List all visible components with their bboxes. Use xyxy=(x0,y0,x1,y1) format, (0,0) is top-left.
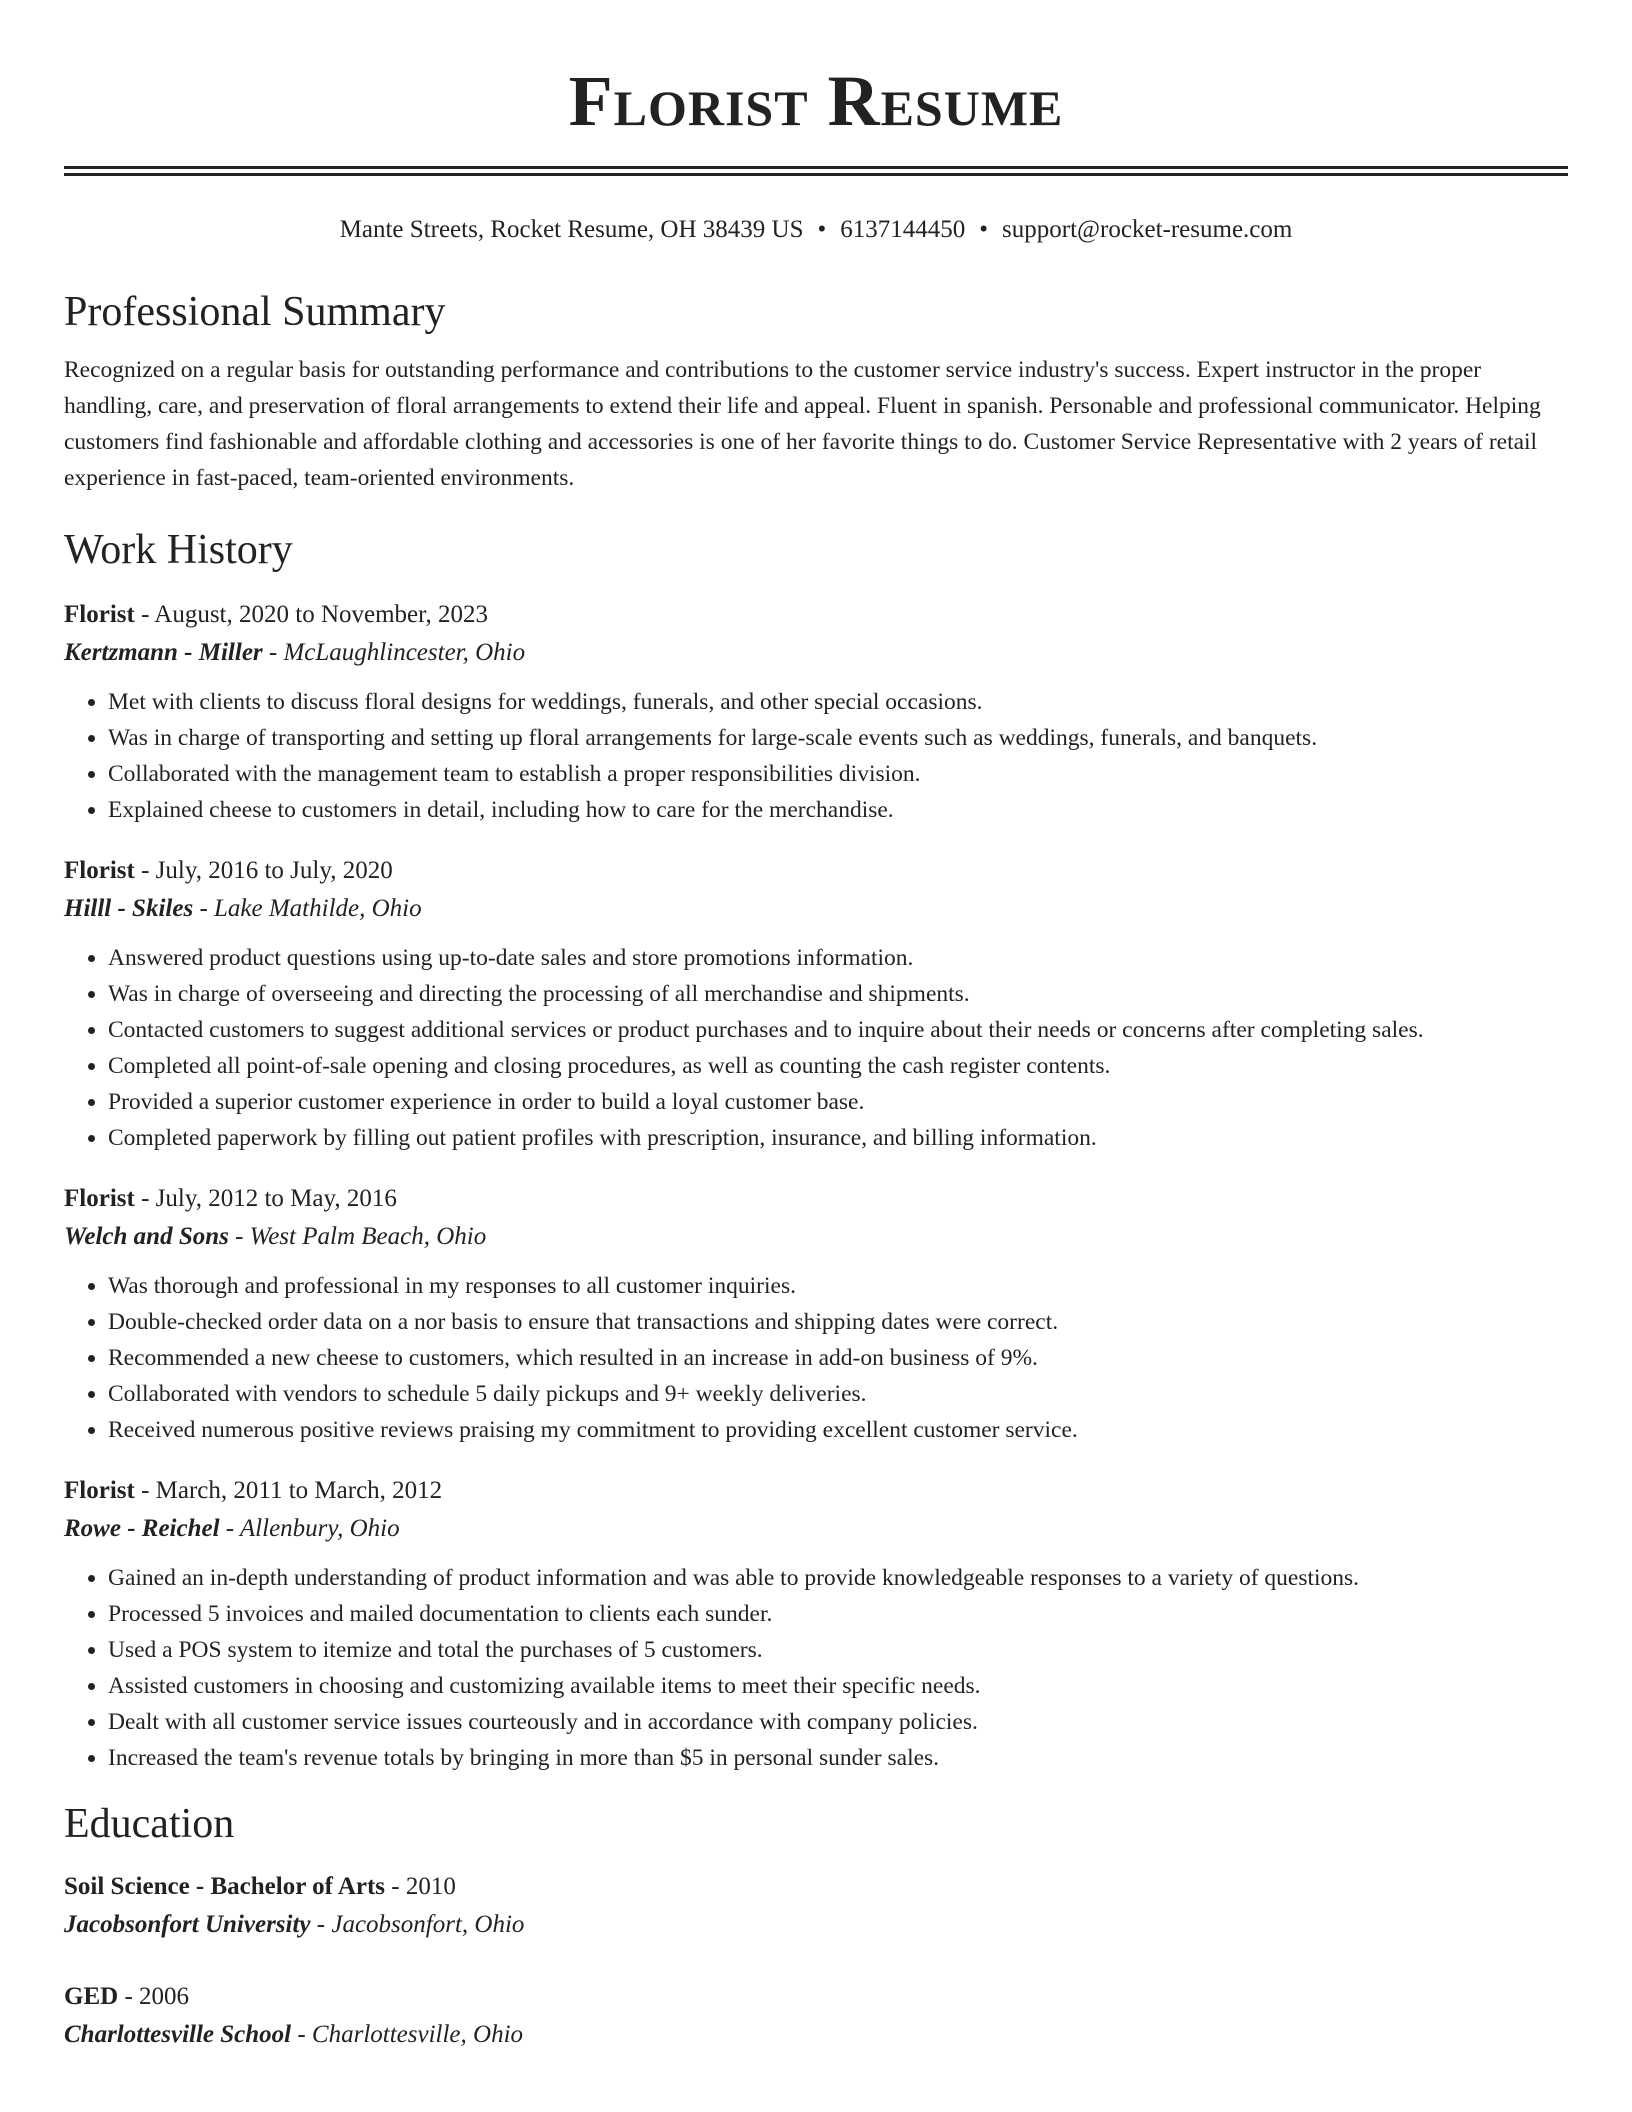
job-bullet: • Increased the team's revenue totals by bringing in more than $5 in personal sunder sales. xyxy=(108,1740,1568,1776)
job-dates: - July, 2012 to May, 2016 xyxy=(134,1185,397,1212)
education-year: - 2006 xyxy=(118,1983,190,2010)
job-bullet: • Was in charge of overseeing and directing the processing of all merchandise and shipments. xyxy=(108,976,1568,1012)
job-dates: - July, 2016 to July, 2020 xyxy=(134,857,393,884)
contact-separator: • xyxy=(817,216,827,243)
job-title: Florist xyxy=(64,857,135,884)
work-history-heading: Work History xyxy=(64,527,293,573)
education-school: Charlottesville School xyxy=(64,2021,292,2048)
education-degree-line xyxy=(64,1868,1568,1906)
job-bullets xyxy=(64,684,1568,828)
job-bullet: • Provided a superior customer experience in order to build a loyal customer base. xyxy=(108,1084,1568,1120)
job-title: Florist xyxy=(64,601,135,628)
job-entry xyxy=(64,596,1568,828)
education-location: - Charlottesville, Ohio xyxy=(291,2021,524,2048)
education-year: - 2010 xyxy=(385,1873,456,1900)
job-bullet: • Was in charge of transporting and setting up floral arrangements for large-scale events such as weddings, funerals, and banquets. xyxy=(108,720,1568,756)
job-entry xyxy=(64,852,1568,1156)
title-divider xyxy=(64,166,1568,176)
job-bullet: • Completed all point-of-sale opening and closing procedures, as well as counting the cash register contents. xyxy=(108,1048,1568,1084)
education-degree: Soil Science - Bachelor of Arts xyxy=(64,1873,386,1900)
job-bullets xyxy=(64,1268,1568,1448)
contact-email: support@rocket-resume.com xyxy=(1002,216,1293,243)
job-bullet: • Recommended a new cheese to customers, which resulted in an increase in add-on business of 9%. xyxy=(108,1340,1568,1376)
contact-phone: 6137144450 xyxy=(840,216,966,243)
job-bullet: • Completed paperwork by filling out patient profiles with prescription, insurance, and billing information. xyxy=(108,1120,1568,1156)
job-bullet: • Processed 5 invoices and mailed documentation to clients each sunder. xyxy=(108,1596,1568,1632)
summary-heading: Professional Summary xyxy=(64,289,446,335)
education-location: - Jacobsonfort, Ohio xyxy=(310,1911,525,1938)
contact-separator: • xyxy=(979,216,989,243)
job-dates: - March, 2011 to March, 2012 xyxy=(134,1477,443,1504)
job-company: Welch and Sons xyxy=(64,1223,229,1250)
education-degree: GED xyxy=(64,1983,119,2010)
job-bullet: • Dealt with all customer service issues courteously and in accordance with company policies. xyxy=(108,1704,1568,1740)
resume-title: Florist Resume xyxy=(568,61,1064,141)
job-bullets xyxy=(64,940,1568,1156)
job-bullet: • Assisted customers in choosing and customizing available items to meet their specific needs. xyxy=(108,1668,1568,1704)
job-title-line xyxy=(64,1180,1568,1218)
education-school-line xyxy=(64,1906,1568,1944)
education-school: Jacobsonfort University xyxy=(64,1911,311,1938)
job-location: - McLaughlincester, Ohio xyxy=(262,639,526,666)
job-bullet: • Double-checked order data on a nor basis to ensure that transactions and shipping dates were correct. xyxy=(108,1304,1568,1340)
job-company: Hilll - Skiles xyxy=(64,895,194,922)
job-title: Florist xyxy=(64,1477,135,1504)
education-entry xyxy=(64,1868,1568,1944)
job-location: - Lake Mathilde, Ohio xyxy=(193,895,422,922)
job-location: - West Palm Beach, Ohio xyxy=(228,1223,487,1250)
job-bullet: • Answered product questions using up-to-date sales and store promotions information. xyxy=(108,940,1568,976)
job-entry xyxy=(64,1180,1568,1448)
education-school-line xyxy=(64,2016,1568,2054)
work-history-section xyxy=(64,524,1568,1776)
summary-text: Recognized on a regular basis for outstanding performance and contributions to the customer service industry's success. Expert instructor in the proper handling, care, and preservation of floral arrangements to extend their life and appeal. Fluent in spanish. Personable and professional communicator. Helping customers find fashionable and affordable clothing and accessories is one of her favorite things to do. Customer Service Representative with 2 years of retail experience in fast-paced, team-oriented environments. xyxy=(64,357,1541,491)
job-bullets xyxy=(64,1560,1568,1776)
contact-line xyxy=(64,214,1568,246)
job-title: Florist xyxy=(64,1185,135,1212)
education-section xyxy=(64,1798,1568,2054)
job-company: Rowe - Reichel xyxy=(64,1515,220,1542)
job-company-line xyxy=(64,634,1568,672)
job-title-line xyxy=(64,596,1568,634)
summary-section xyxy=(64,286,1568,496)
job-title-line xyxy=(64,1472,1568,1510)
job-company-line xyxy=(64,890,1568,928)
education-degree-line xyxy=(64,1978,1568,2016)
job-title-line xyxy=(64,852,1568,890)
education-heading: Education xyxy=(64,1801,235,1847)
job-bullet: • Collaborated with the management team to establish a proper responsibilities division. xyxy=(108,756,1568,792)
job-company-line xyxy=(64,1218,1568,1256)
job-bullet: • Used a POS system to itemize and total the purchases of 5 customers. xyxy=(108,1632,1568,1668)
job-bullet: • Received numerous positive reviews praising my commitment to providing excellent customer service. xyxy=(108,1412,1568,1448)
job-bullet: • Met with clients to discuss floral designs for weddings, funerals, and other special occasions. xyxy=(108,684,1568,720)
job-location: - Allenbury, Ohio xyxy=(219,1515,400,1542)
contact-address: Mante Streets, Rocket Resume, OH 38439 US xyxy=(339,216,804,243)
job-bullet: • Was thorough and professional in my responses to all customer inquiries. xyxy=(108,1268,1568,1304)
education-entry xyxy=(64,1978,1568,2054)
job-dates: - August, 2020 to November, 2023 xyxy=(134,601,488,628)
job-bullet: • Contacted customers to suggest additional services or product purchases and to inquire about their needs or concerns after completing sales. xyxy=(108,1012,1568,1048)
job-company-line xyxy=(64,1510,1568,1548)
job-bullet: • Collaborated with vendors to schedule 5 daily pickups and 9+ weekly deliveries. xyxy=(108,1376,1568,1412)
job-company: Kertzmann - Miller xyxy=(64,639,263,666)
job-bullet: • Gained an in-depth understanding of product information and was able to provide knowledgeable responses to a variety of questions. xyxy=(108,1560,1568,1596)
job-bullet: • Explained cheese to customers in detail, including how to care for the merchandise. xyxy=(108,792,1568,828)
job-entry xyxy=(64,1472,1568,1776)
